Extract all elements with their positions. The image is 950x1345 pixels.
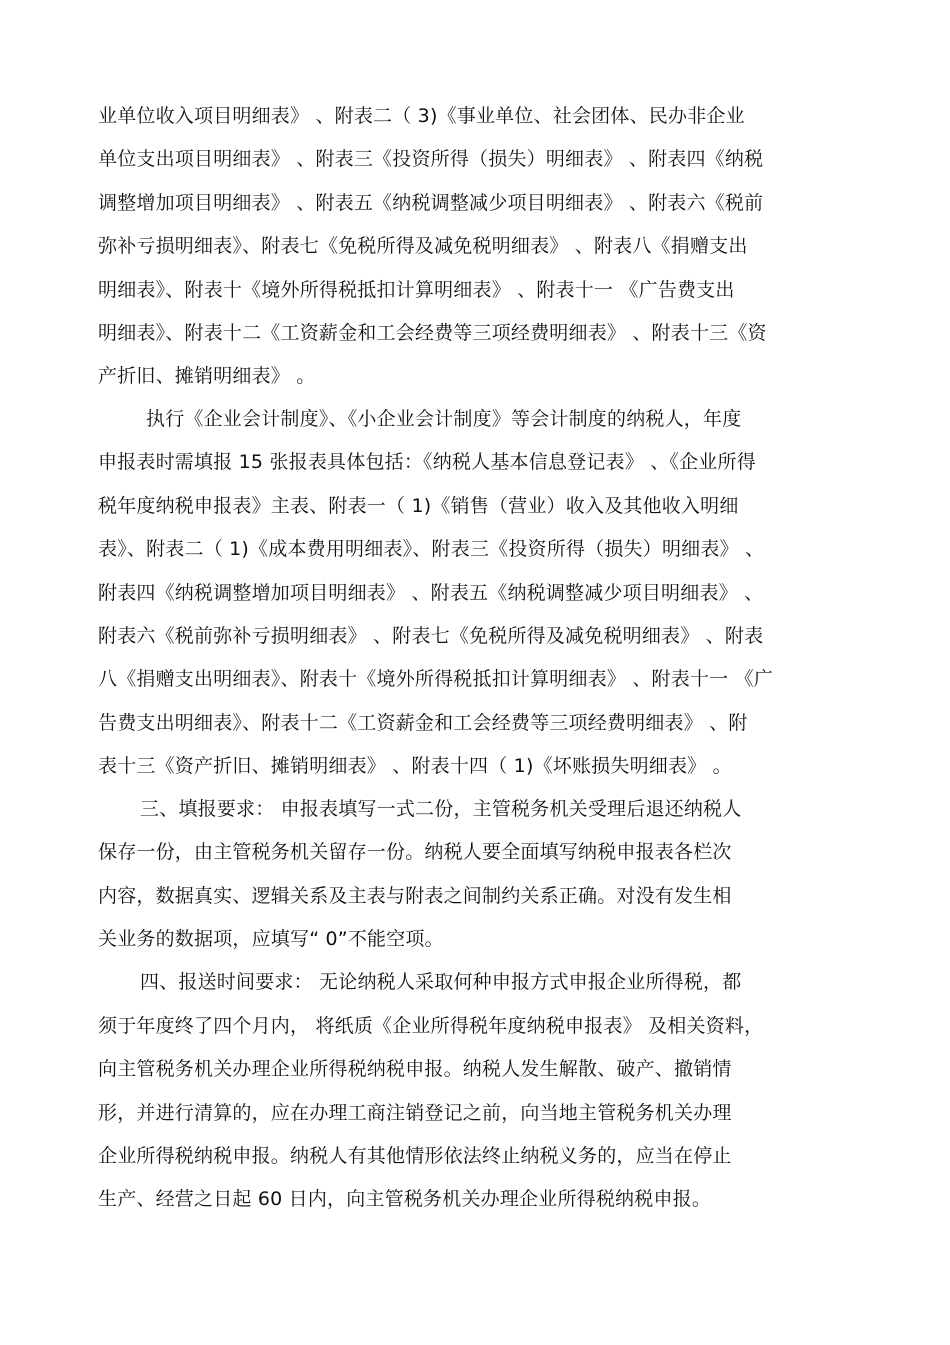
- text-line: 表》、附表二（ 1)《成本费用明细表》、附表三《投资所得（损失）明细表》 、: [98, 538, 765, 560]
- text-line: 申报表时需填报 15 张报表具体包括：《纳税人基本信息登记表》 、《企业所得: [98, 451, 756, 473]
- text-line: 保存一份，由主管税务机关留存一份。纳税人要全面填写纳税申报表各栏次: [98, 841, 732, 863]
- text-line: 企业所得税纳税申报。纳税人有其他情形依法终止纳税义务的，应当在停止: [98, 1145, 732, 1167]
- text-line: 明细表》、附表十《境外所得税抵扣计算明细表》 、附表十一 《广告费支出: [98, 279, 735, 301]
- text-line: 单位支出项目明细表》 、附表三《投资所得（损失）明细表》 、附表四《纳税: [98, 148, 764, 170]
- text-line: 附表六《税前弥补亏损明细表》 、附表七《免税所得及减免税明细表》 、附表: [98, 625, 764, 647]
- section-heading-line: 四、报送时间要求： 无论纳税人采取何种申报方式申报企业所得税，都: [140, 971, 742, 993]
- text-line: 弥补亏损明细表》、附表七《免税所得及减免税明细表》 、附表八《捐赠支出: [98, 235, 748, 257]
- text-line: 业单位收入项目明细表》 、附表二（ 3)《事业单位、社会团体、民办非企业: [98, 105, 745, 127]
- text-line: 生产、经营之日起 60 日内，向主管税务机关办理企业所得税纳税申报。: [98, 1188, 712, 1210]
- paragraph-first-line: 执行《企业会计制度》、《小企业会计制度》等会计制度的纳税人，年度: [146, 408, 742, 430]
- section-heading-line: 三、填报要求： 申报表填写一式二份，主管税务机关受理后退还纳税人: [140, 798, 742, 820]
- text-line: 调整增加项目明细表》 、附表五《纳税调整减少项目明细表》 、附表六《税前: [98, 192, 764, 214]
- text-line: 税年度纳税申报表》主表、附表一（ 1)《销售（营业）收入及其他收入明细: [98, 495, 739, 517]
- text-line: 关业务的数据项，应填写“ 0”不能空项。: [98, 928, 444, 950]
- text-line: 内容，数据真实、逻辑关系及主表与附表之间制约关系正确。对没有发生相: [98, 885, 732, 907]
- text-line: 八《捐赠支出明细表》、附表十《境外所得税抵扣计算明细表》 、附表十一 《广: [98, 668, 773, 690]
- text-line: 向主管税务机关办理企业所得税纳税申报。纳税人发生解散、破产、撤销情: [98, 1058, 732, 1080]
- text-line: 表十三《资产折旧、摊销明细表》 、附表十四（ 1)《坏账损失明细表》 。: [98, 755, 732, 777]
- text-line: 产折旧、摊销明细表》 。: [98, 365, 316, 387]
- text-line: 明细表》、附表十二《工资薪金和工会经费等三项经费明细表》 、附表十三《资: [98, 322, 767, 344]
- text-line: 形，并进行清算的，应在办理工商注销登记之前，向当地主管税务机关办理: [98, 1102, 732, 1124]
- text-line: 告费支出明细表》、附表十二《工资薪金和工会经费等三项经费明细表》 、附: [98, 712, 748, 734]
- text-line: 须于年度终了四个月内， 将纸质《企业所得税年度纳税申报表》 及相关资料，: [98, 1015, 764, 1037]
- text-line: 附表四《纳税调整增加项目明细表》 、附表五《纳税调整减少项目明细表》 、: [98, 582, 764, 604]
